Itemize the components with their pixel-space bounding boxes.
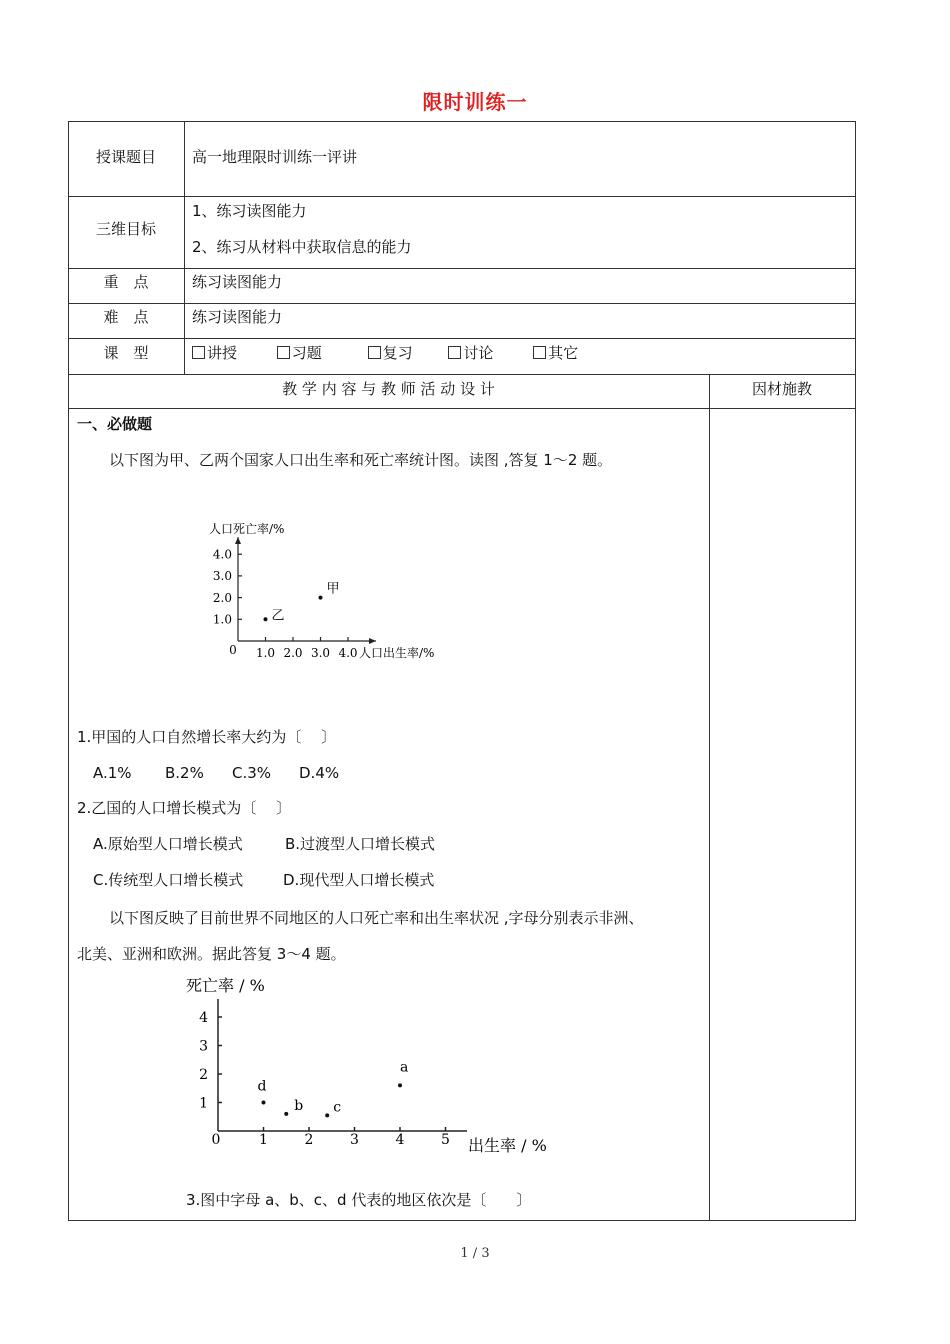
answer-option[interactable]: A.原始型人口增长模式 bbox=[93, 835, 243, 853]
type-option-review[interactable]: 复习 bbox=[368, 343, 444, 363]
table-border-top bbox=[68, 121, 856, 122]
y-axis-arrow-icon bbox=[235, 537, 241, 544]
difficulty-label: 难 点 bbox=[103, 308, 149, 326]
answer-option[interactable]: D.4% bbox=[299, 764, 340, 782]
x-tick-label: 1.0 bbox=[255, 646, 276, 660]
data-point-d bbox=[262, 1101, 266, 1105]
intro-paragraph-2-line1: 以下图反映了目前世界不同地区的人口死亡率和出生率状况 ,字母分别表示非洲、 bbox=[109, 909, 644, 927]
y-tick-label: 2.0 bbox=[212, 590, 232, 605]
x-axis-label: 出生率 / % bbox=[468, 1136, 547, 1155]
checkbox-icon bbox=[533, 346, 546, 359]
x-axis-arrow-icon bbox=[369, 638, 376, 644]
intro-paragraph-2-line2: 北美、亚洲和欧洲。据此答复 3～4 题。 bbox=[77, 945, 346, 963]
question-1-options bbox=[93, 763, 339, 783]
data-point-label: 甲 bbox=[326, 581, 340, 597]
type-options bbox=[192, 343, 578, 363]
question-2-options-row2 bbox=[93, 870, 434, 890]
chart-birth-death-2 bbox=[182, 974, 592, 1164]
side-header: 因材施教 bbox=[751, 380, 812, 398]
question-2-options-row1 bbox=[93, 834, 435, 854]
table-divider bbox=[68, 268, 856, 269]
y-tick-label: 3 bbox=[199, 1038, 208, 1055]
checkbox-icon bbox=[368, 346, 381, 359]
answer-option[interactable]: B.过渡型人口增长模式 bbox=[285, 835, 436, 853]
chart-2-layer bbox=[186, 976, 547, 1155]
key-label: 重 点 bbox=[103, 273, 149, 291]
section-title: 一、必做题 bbox=[77, 415, 153, 433]
data-point-label: a bbox=[400, 1059, 409, 1076]
origin-label: 0 bbox=[229, 643, 237, 657]
data-point-a bbox=[398, 1083, 402, 1087]
x-tick-label: 3 bbox=[350, 1132, 359, 1148]
intro-paragraph-1: 以下图为甲、乙两个国家人口出生率和死亡率统计图。读图 ,答复 1～2 题。 bbox=[109, 451, 613, 469]
x-tick-label: 2.0 bbox=[283, 646, 303, 660]
page-number: 1 / 3 bbox=[460, 1246, 490, 1261]
chart-birth-death-1 bbox=[196, 512, 456, 667]
type-label: 课 型 bbox=[103, 344, 149, 362]
x-axis-label: 人口出生率/% bbox=[359, 646, 435, 660]
table-divider bbox=[68, 338, 856, 339]
y-axis-label: 人口死亡率/% bbox=[209, 522, 285, 536]
answer-option[interactable]: C.传统型人口增长模式 bbox=[93, 871, 244, 889]
answer-option[interactable]: D.现代型人口增长模式 bbox=[283, 871, 435, 889]
origin-label: 0 bbox=[211, 1132, 221, 1148]
content-header: 教 学 内 容 与 教 师 活 动 设 计 bbox=[282, 380, 495, 398]
question-2-stem: 2.乙国的人口增长模式为〔 〕 bbox=[77, 799, 292, 817]
table-divider bbox=[68, 303, 856, 304]
checkbox-icon bbox=[192, 346, 205, 359]
goals-label: 三维目标 bbox=[95, 220, 156, 238]
difficulty-value: 练习读图能力 bbox=[192, 308, 283, 326]
y-tick-label: 1 bbox=[199, 1095, 208, 1112]
type-option-exercise[interactable]: 习题 bbox=[277, 343, 363, 363]
label-column-divider bbox=[184, 121, 185, 374]
type-option-lecture[interactable]: 讲授 bbox=[192, 343, 272, 363]
type-option-discussion[interactable]: 讨论 bbox=[448, 343, 528, 363]
data-point-label: d bbox=[257, 1078, 267, 1095]
x-tick-label: 2 bbox=[304, 1132, 314, 1148]
question-3-stem: 3.图中字母 a、b、c、d 代表的地区依次是〔 〕 bbox=[186, 1191, 532, 1209]
answer-option[interactable]: A.1% bbox=[93, 764, 132, 782]
x-tick-label: 5 bbox=[441, 1132, 450, 1148]
data-point-label: b bbox=[294, 1097, 304, 1114]
data-point-c bbox=[325, 1113, 329, 1117]
question-1-stem: 1.甲国的人口自然增长率大约为〔 〕 bbox=[77, 728, 337, 746]
data-point-label: 乙 bbox=[271, 608, 285, 624]
data-point-乙 bbox=[264, 617, 268, 621]
y-tick-label: 3.0 bbox=[212, 569, 232, 584]
topic-value: 高一地理限时训练一评讲 bbox=[192, 148, 358, 166]
table-divider bbox=[68, 374, 856, 375]
y-tick-label: 2 bbox=[199, 1066, 208, 1083]
x-tick-label: 1 bbox=[259, 1132, 268, 1148]
x-tick-label: 4.0 bbox=[338, 646, 358, 660]
goal-item: 2、练习从材料中获取信息的能力 bbox=[192, 238, 412, 256]
data-point-b bbox=[284, 1112, 288, 1116]
chart-1-layer bbox=[209, 521, 434, 660]
x-tick-label: 4 bbox=[395, 1132, 405, 1148]
type-option-other[interactable]: 其它 bbox=[533, 343, 578, 363]
data-point-甲 bbox=[319, 596, 323, 600]
answer-option[interactable]: B.2% bbox=[165, 764, 204, 782]
table-border-bottom bbox=[68, 1220, 856, 1221]
answer-option[interactable]: C.3% bbox=[232, 764, 272, 782]
page-title: 限时训练一 bbox=[422, 90, 528, 114]
x-tick-label: 3.0 bbox=[310, 646, 331, 660]
table-divider bbox=[68, 196, 856, 197]
y-tick-label: 1.0 bbox=[212, 612, 232, 627]
checkbox-icon bbox=[448, 346, 461, 359]
topic-label: 授课题目 bbox=[95, 148, 156, 166]
goal-item: 1、练习读图能力 bbox=[192, 202, 307, 220]
table-border-right bbox=[855, 121, 856, 1221]
y-tick-label: 4.0 bbox=[212, 547, 232, 562]
checkbox-icon bbox=[277, 346, 290, 359]
data-point-label: c bbox=[333, 1099, 342, 1116]
table-divider bbox=[68, 408, 856, 409]
y-tick-label: 4 bbox=[199, 1009, 208, 1026]
side-column-divider bbox=[709, 374, 710, 1221]
y-axis-label: 死亡率 / % bbox=[186, 976, 265, 995]
key-value: 练习读图能力 bbox=[192, 273, 283, 291]
